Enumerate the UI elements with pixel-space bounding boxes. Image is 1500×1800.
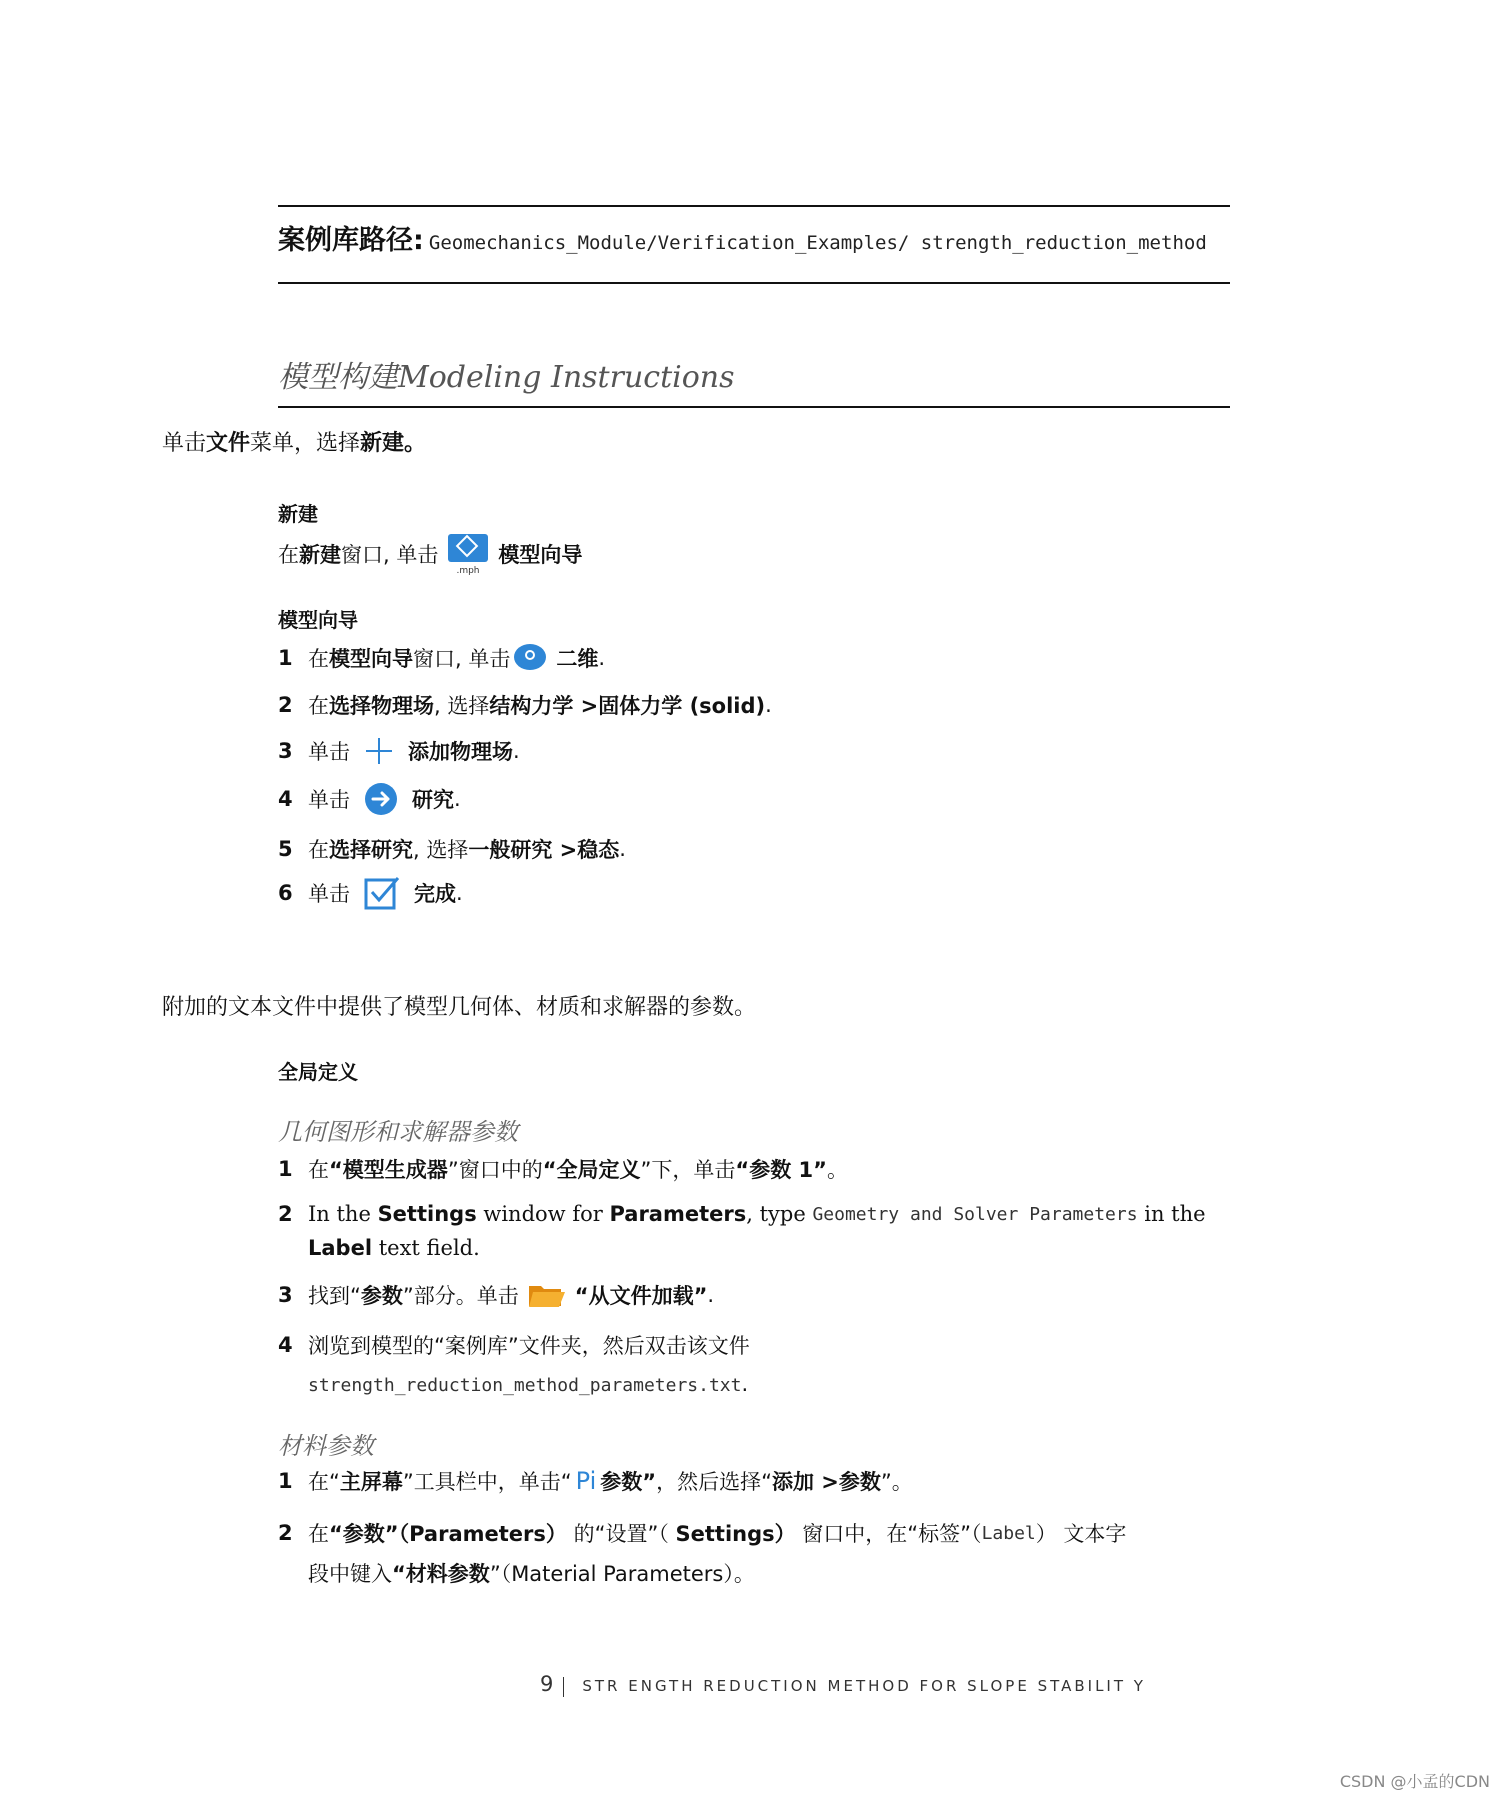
- step-text: 在: [308, 1158, 329, 1182]
- step-text: ”窗口中的: [447, 1158, 543, 1182]
- step-text: 找到“: [308, 1284, 361, 1308]
- page-number: 9: [540, 1672, 554, 1696]
- step-text: .: [454, 787, 461, 811]
- step-text: 在“: [308, 1470, 340, 1494]
- material-step-2: [278, 1518, 1126, 1548]
- step-text: .: [598, 646, 606, 670]
- intro-text-1: 单击: [162, 431, 207, 456]
- step-text: 在: [308, 694, 329, 718]
- step-text: 在: [308, 838, 329, 862]
- step-text: ”部分。单击: [402, 1284, 519, 1308]
- wizard-step-2: [278, 690, 772, 720]
- step-bold: “模型生成器: [329, 1158, 448, 1182]
- step-text: 窗口, 单击: [413, 647, 511, 671]
- intro-bold-file: 文件: [206, 431, 251, 456]
- step-text: In the: [308, 1202, 378, 1226]
- add-physics-plus-icon: [364, 736, 394, 766]
- intro-bold-new: 新建。: [360, 431, 427, 456]
- path-label: 案例库路径:: [278, 225, 424, 256]
- material-step-1: [278, 1466, 913, 1496]
- step-text: 在: [308, 1522, 329, 1546]
- arrow-right-circle-icon: [364, 782, 398, 816]
- section-rule: [278, 406, 1230, 408]
- step-bold: 主屏幕: [339, 1470, 403, 1494]
- new-bold-2: 模型向导: [498, 543, 583, 567]
- global-step-2: [278, 1202, 1206, 1226]
- step-text: 单击: [308, 788, 350, 812]
- material-step-2-continued: [308, 1558, 755, 1588]
- step-bold: “材料参数: [392, 1562, 490, 1586]
- step-number: 2: [278, 693, 293, 717]
- pi-parameters-icon: Pi: [575, 1467, 597, 1495]
- step-bold: 模型向导: [329, 647, 413, 671]
- material-parameters-subheading: 材料参数: [278, 1432, 374, 1460]
- new-bold-1: 新建: [299, 543, 341, 567]
- global-step-4-continued: [308, 1372, 748, 1396]
- step-text: ”下，单击: [640, 1158, 736, 1182]
- 2d-icon: [512, 642, 548, 674]
- step-bold: 添加 >参数: [771, 1470, 881, 1494]
- global-step-1: [278, 1154, 848, 1184]
- step-text: .: [741, 1372, 749, 1396]
- step-text: 在: [308, 647, 329, 671]
- done-checkbox-icon: [364, 876, 400, 910]
- step-number: 6: [278, 881, 293, 905]
- label-mono-value: Geometry and Solver Parameters: [812, 1203, 1138, 1225]
- step-text: 。: [826, 1158, 848, 1182]
- page-footer: [540, 1672, 1146, 1697]
- top-rule: [278, 205, 1230, 207]
- step-text: ”。: [880, 1470, 913, 1494]
- model-wizard-icon: [446, 532, 490, 576]
- step-number: 4: [278, 1333, 293, 1357]
- step-number: 2: [278, 1202, 293, 1226]
- step-bold: Label: [308, 1236, 373, 1260]
- step-number: 5: [278, 837, 293, 861]
- path-bottom-rule: [278, 282, 1230, 284]
- step-text: , 选择: [413, 838, 469, 862]
- new-heading: 新建: [278, 502, 318, 526]
- step-bold: Settings）: [675, 1522, 796, 1546]
- intro-text-2: 菜单，选择: [250, 431, 361, 456]
- open-folder-icon: [527, 1280, 567, 1310]
- wizard-step-6: [278, 876, 463, 910]
- step-bold: 研究: [412, 788, 454, 812]
- step-bold: 结构力学 >固体力学 (solid): [489, 694, 766, 718]
- step-text: ） 文本字: [1035, 1522, 1127, 1546]
- step-bold: 添加物理场: [408, 740, 513, 764]
- step-bold: 完成: [414, 882, 456, 906]
- step-bold: “全局定义: [542, 1158, 641, 1182]
- step-text: ，然后选择“: [656, 1470, 772, 1494]
- svg-text:.mph: .mph: [456, 566, 480, 576]
- step-bold: 二维: [556, 647, 599, 671]
- step-number: 3: [278, 1283, 293, 1307]
- global-step-4: [278, 1330, 750, 1360]
- footer-separator: [563, 1677, 564, 1697]
- new-instruction: [278, 532, 582, 576]
- step-bold: 参数”: [600, 1470, 657, 1494]
- step-text: window for: [476, 1202, 610, 1226]
- step-text: , type: [746, 1202, 813, 1226]
- wizard-heading: 模型向导: [278, 608, 358, 632]
- wizard-step-4: [278, 782, 461, 816]
- step-text: 单击: [308, 740, 350, 764]
- new-text-2: 窗口, 单击: [341, 543, 439, 567]
- step-text: , 选择: [434, 694, 490, 718]
- attached-params-paragraph: 附加的文本文件中提供了模型几何体、材质和求解器的参数。: [162, 995, 757, 1020]
- step-text: text field.: [372, 1236, 480, 1260]
- step-bold: Parameters: [609, 1202, 747, 1226]
- parameters-filename: strength_reduction_method_parameters.txt: [308, 1375, 742, 1396]
- section-title: 模型构建Modeling Instructions: [278, 360, 735, 395]
- step-text: .: [707, 1283, 715, 1307]
- step-text: .: [619, 837, 626, 861]
- new-text-1: 在: [278, 543, 299, 567]
- geometry-solver-subheading: 几何图形和求解器参数: [278, 1118, 518, 1146]
- global-definitions-heading: 全局定义: [278, 1060, 358, 1084]
- step-number: 1: [278, 1469, 293, 1493]
- step-text: ”工具栏中，单击“: [402, 1470, 572, 1494]
- step-bold: “从文件加载”: [574, 1284, 708, 1308]
- step-number: 1: [278, 1157, 293, 1181]
- step-text: in the: [1137, 1202, 1206, 1226]
- footer-title: STR ENGTH REDUCTION METHOD FOR SLOPE STABILIT Y: [582, 1677, 1146, 1695]
- step-number: 2: [278, 1521, 293, 1545]
- step-bold: 一般研究 >稳态: [468, 838, 620, 862]
- wizard-step-3: [278, 736, 520, 766]
- global-step-2-continued: [308, 1236, 480, 1260]
- step-bold: “参数 1”: [735, 1158, 827, 1182]
- case-library-path: [278, 218, 1318, 257]
- step-number: 3: [278, 739, 293, 763]
- step-text: 段中键入: [308, 1562, 392, 1586]
- global-step-3: [278, 1280, 714, 1310]
- step-text: ”（Material Parameters）。: [489, 1562, 755, 1586]
- step-text: .: [513, 739, 520, 763]
- step-bold: 参数: [360, 1284, 403, 1308]
- step-bold: 选择研究: [329, 838, 413, 862]
- step-bold: “参数”（Parameters）: [329, 1522, 567, 1546]
- label-mono-text: Label: [981, 1522, 1036, 1544]
- intro-paragraph: [162, 426, 426, 457]
- wizard-step-1: [278, 642, 605, 674]
- watermark: CSDN @小孟的CDN: [1339, 1772, 1490, 1791]
- step-bold: 选择物理场: [329, 694, 434, 718]
- wizard-step-5: [278, 834, 626, 864]
- step-number: 4: [278, 787, 293, 811]
- path-value: Geomechanics_Module/Verification_Examples/ strength_reduction_method: [428, 232, 1207, 254]
- step-bold: Settings: [377, 1202, 477, 1226]
- step-text: 的“设置”（: [566, 1522, 676, 1546]
- step-number: 1: [278, 646, 293, 670]
- step-text: .: [765, 693, 772, 717]
- step-text: 单击: [308, 882, 350, 906]
- step-text: .: [456, 881, 463, 905]
- step-text: 浏览到模型的“案例库”文件夹，然后双击该文件: [308, 1334, 750, 1358]
- step-text: 窗口中，在“标签”（: [795, 1522, 982, 1546]
